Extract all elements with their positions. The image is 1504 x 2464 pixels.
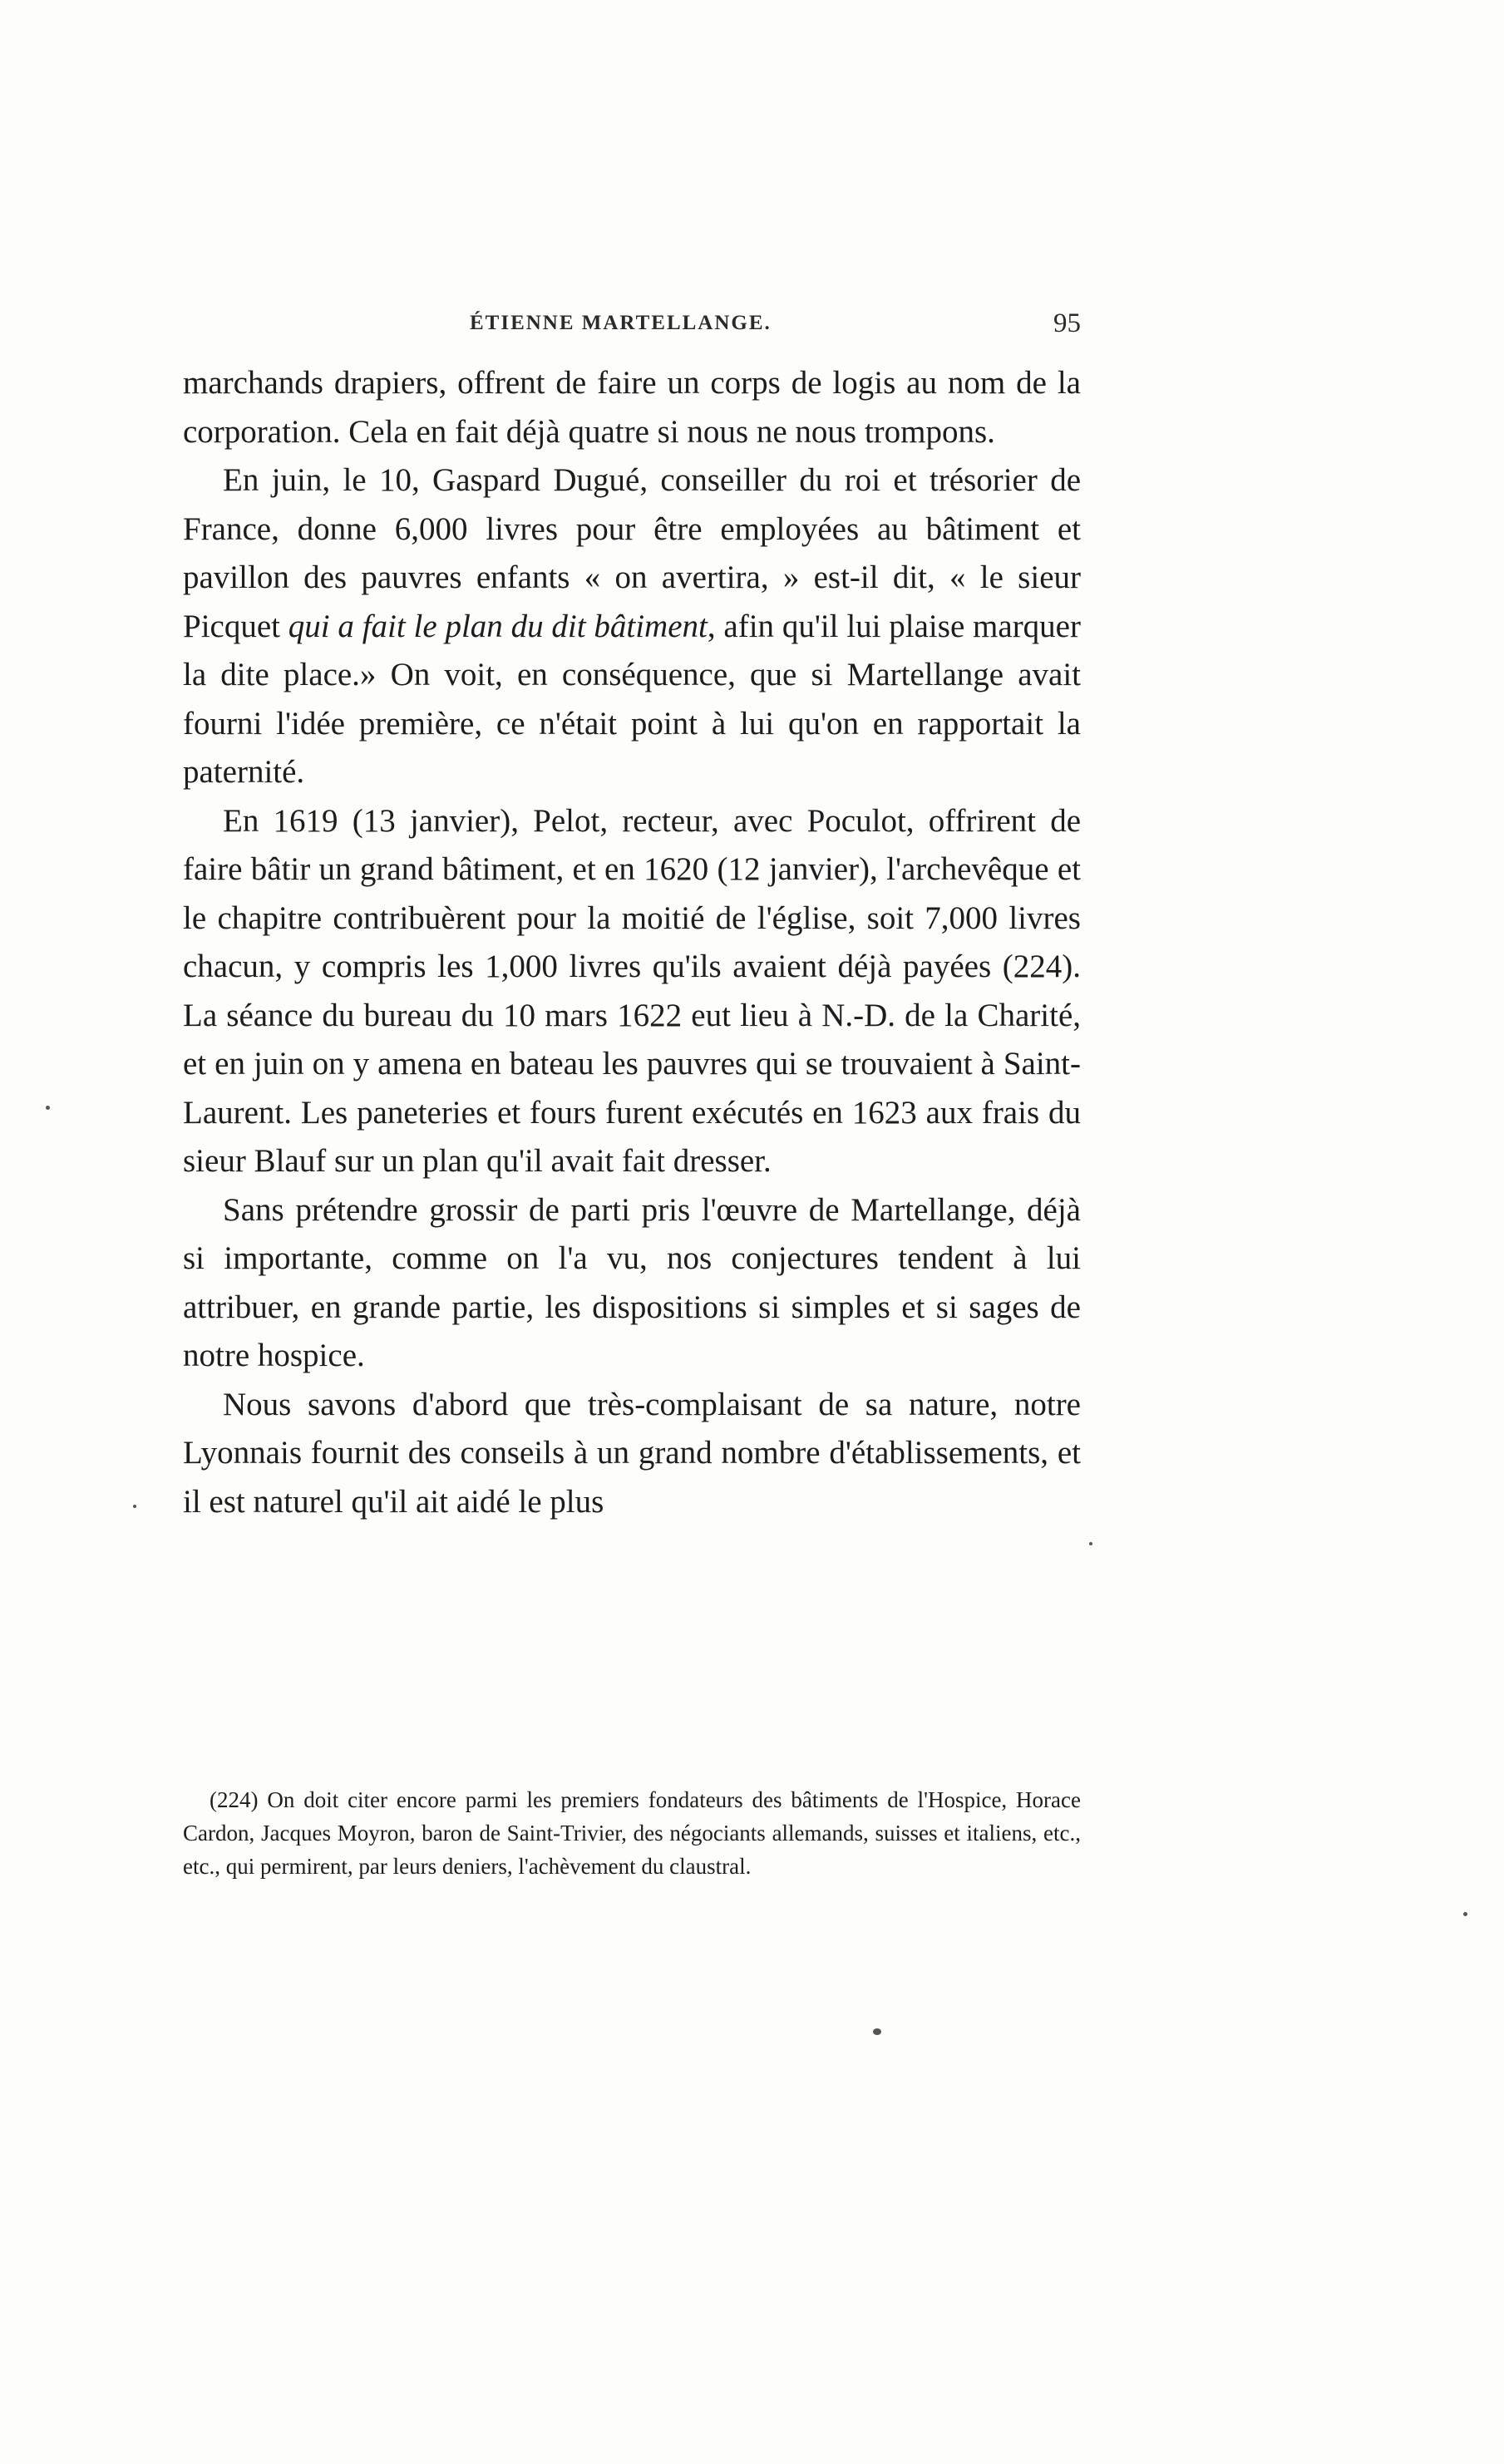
scan-speck xyxy=(1089,1542,1092,1545)
scan-speck xyxy=(46,1106,50,1110)
paragraph-martellange: Sans prétendre grossir de parti pris l'œuvre de Martellange, déjà si importante, comme on l'a vu, nos conjectures tendent à lui attribuer, en grande partie, les dispositions si simples et si sages de notre hospice. xyxy=(183,1191,1081,1373)
paragraph-1619: En 1619 (13 janvier), Pelot, recteur, avec Poculot, offrirent de faire bâtir un grand bâtiment, et en 1620 (12 janvier), l'archevêque et le chapitre contribuèrent pour la moitié de l'église, soit 7,000 livres chacun, y compris les 1,000 livres qu'ils avaient déjà payées (224). La séance du bureau du 10 mars 1622 eut lieu à N.-D. de la Charité, et en juin on y amena en bateau les pauvres qui se trouvaient à Saint-Laurent. Les paneteries et fours furent exécutés en 1623 aux frais du sieur Blauf sur un plan qu'il avait fait dresser. xyxy=(183,802,1081,1179)
footnote xyxy=(183,1783,1081,1883)
paragraph-text: , afin qu'il lui plaise marquer la dite place.» On voit, en conséquence, que si Martellange avait fourni l'idée première, ce n'était point à lui qu'on en rapportait la paternité. xyxy=(183,608,1081,790)
scan-speck xyxy=(873,2028,881,2035)
body-text xyxy=(183,359,1081,1526)
scan-speck xyxy=(1463,1912,1467,1916)
italic-quote: qui a fait le plan du dit bâtiment xyxy=(288,608,708,644)
footnote-224: (224) On doit citer encore parmi les premiers fondateurs des bâtiments de l'Hospice, Horace Cardon, Jacques Moyron, baron de Saint-Trivier, des négociants allemands, suisses et italiens, etc., etc., qui permirent, par leurs deniers, l'achèvement du claustral. xyxy=(183,1787,1081,1879)
running-title: ÉTIENNE MARTELLANGE. xyxy=(470,312,772,334)
paragraph-continued: marchands drapiers, offrent de faire un corps de logis au nom de la corporation. Cela en fait déjà quatre si nous ne nous trompons. xyxy=(183,365,1081,450)
paragraph-gaspard-dugue xyxy=(183,456,1081,797)
paragraph-conseils: Nous savons d'abord que très-complaisant de sa nature, notre Lyonnais fournit des conseils à un grand nombre d'établissements, et il est naturel qu'il ait aidé le plus xyxy=(183,1386,1081,1520)
scan-speck xyxy=(133,1505,136,1508)
paragraph-text: En juin, le 10, Gaspard Dugué, conseiller du roi et trésorier de France, donne 6,000 livres pour être employées au bâtiment et pavillon des pauvres enfants « on avertira, » est-il dit, « le sieur Picquet xyxy=(183,462,1081,644)
page-number: 95 xyxy=(1053,308,1081,338)
running-head xyxy=(183,308,1081,345)
